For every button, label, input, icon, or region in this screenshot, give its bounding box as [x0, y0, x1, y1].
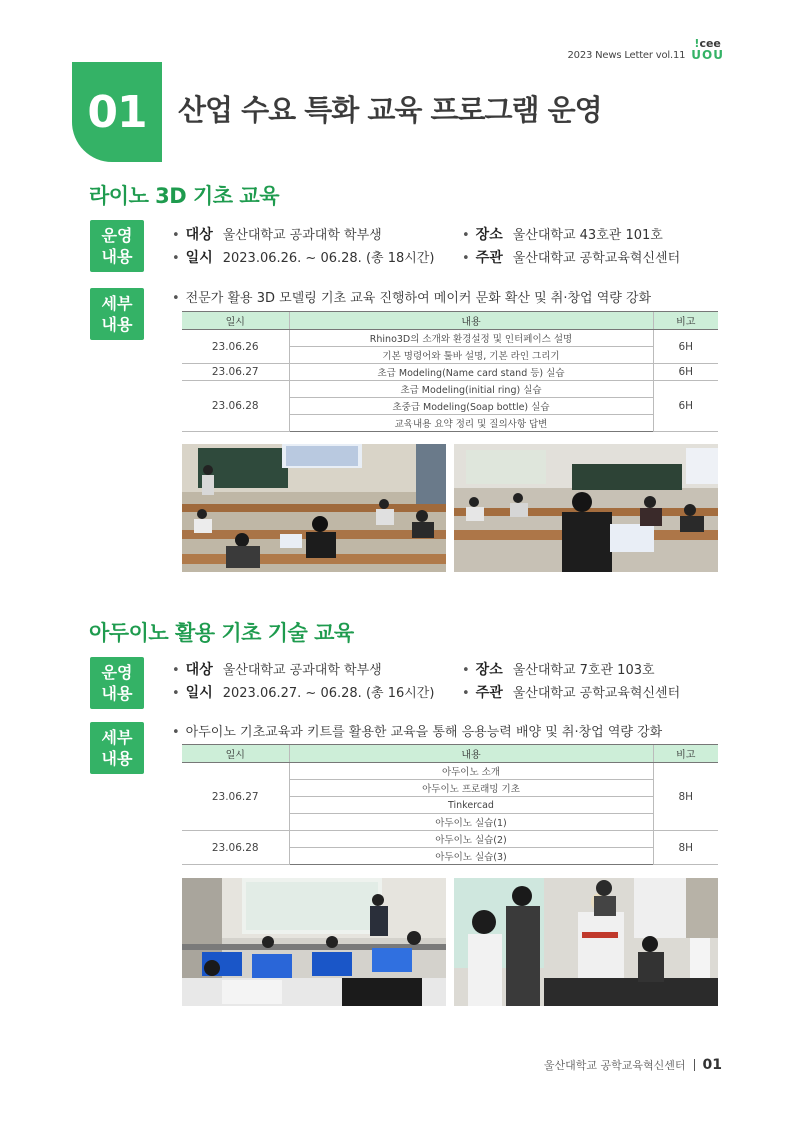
photo-rhino-lecture [182, 444, 446, 572]
table-row: 아두이노 실습(1) [182, 814, 718, 831]
section-description: • 전문가 활용 3D 모델링 기초 교육 진행하여 메이커 문화 확산 및 취·창업 역량 강화 [172, 291, 652, 306]
info-target: • 대상 울산대학교 공과대학 학부생 [172, 662, 382, 678]
header-date: 일시 [182, 745, 289, 763]
operation-label: 운영 내용 [90, 657, 144, 709]
header-note: 비고 [653, 312, 718, 330]
photo-rhino-practice [454, 444, 718, 572]
info-place: • 장소 울산대학교 43호관 101호 [462, 227, 663, 243]
footer-org: 울산대학교 공학교육혁신센터 [543, 1059, 686, 1072]
header-date: 일시 [182, 312, 289, 330]
info-target: • 대상 울산대학교 공과대학 학부생 [172, 227, 382, 243]
info-place: • 장소 울산대학교 7호관 103호 [462, 662, 655, 678]
photo-arduino-practice [454, 878, 718, 1006]
table-row: 23.06.28 아두이노 실습(2) 8H [182, 831, 718, 848]
table-row: Tinkercad [182, 797, 718, 814]
page-title: 산업 수요 특화 교육 프로그램 운영 [178, 93, 602, 127]
operation-label: 운영 내용 [90, 220, 144, 272]
info-date: • 일시 2023.06.26. ~ 06.28. (총 18시간) [172, 250, 435, 266]
section-description: • 아두이노 기초교육과 키트를 활용한 교육을 통해 응용능력 배양 및 취·창업 역량 강화 [172, 725, 663, 740]
table-row: 초중급 Modeling(Soap bottle) 실습 [182, 398, 718, 415]
table-row: 아두이노 실습(3) [182, 848, 718, 865]
logo-bottom-text: UOU [691, 48, 724, 62]
table-row: 23.06.27 아두이노 소개 8H [182, 763, 718, 780]
info-host: • 주관 울산대학교 공학교육혁신센터 [462, 250, 681, 266]
header-content: 내용 [289, 745, 653, 763]
page-number: 01 [702, 1057, 722, 1073]
cee-logo: !cee UOU [691, 37, 724, 62]
schedule-table-rhino [182, 311, 718, 432]
table-row: 23.06.26 Rhino3D의 소개와 환경설정 및 인터페이스 설명 6H [182, 330, 718, 347]
chapter-number-badge: 01 [72, 62, 162, 162]
header-right [568, 38, 724, 61]
detail-label: 세부 내용 [90, 288, 144, 340]
section-title-rhino: 라이노 3D 기초 교육 [89, 184, 279, 208]
footer-divider [694, 1059, 695, 1071]
page-footer [544, 1057, 722, 1073]
section-title-arduino: 아두이노 활용 기초 기술 교육 [89, 621, 354, 645]
newsletter-label: 2023 News Letter vol.11 [567, 50, 686, 61]
header-note: 비고 [653, 745, 718, 763]
table-row: 아두이노 프로래밍 기초 [182, 780, 718, 797]
info-date: • 일시 2023.06.27. ~ 06.28. (총 16시간) [172, 685, 435, 701]
logo-top-text: cee [699, 37, 721, 50]
photo-arduino-lecture [182, 878, 446, 1006]
table-row: 23.06.28 초급 Modeling(initial ring) 실습 6H [182, 381, 718, 398]
table-row: 교육내용 요약 정리 및 질의사항 답변 [182, 415, 718, 432]
info-host: • 주관 울산대학교 공학교육혁신센터 [462, 685, 681, 701]
table-row: 23.06.27 초급 Modeling(Name card stand 등) 실습 6H [182, 364, 718, 381]
header-content: 내용 [289, 312, 653, 330]
schedule-table-arduino [182, 744, 718, 865]
detail-label: 세부 내용 [90, 722, 144, 774]
table-row: 기본 명령어와 툴바 설명, 기본 라인 그리기 [182, 347, 718, 364]
